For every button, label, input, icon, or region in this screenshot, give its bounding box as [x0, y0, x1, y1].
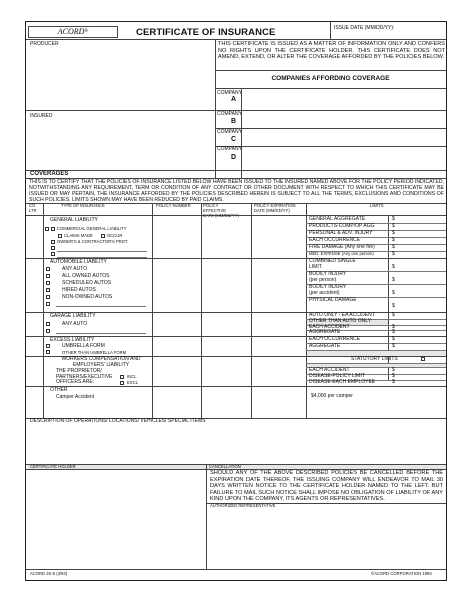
- any-auto-checkbox[interactable]: [46, 267, 50, 271]
- producer-field[interactable]: [28, 49, 213, 109]
- company-d-label: COMPANY: [217, 146, 242, 152]
- garage-dollar-1: $: [392, 312, 395, 318]
- certificate-holder-label: CERTIFICATE HOLDER: [30, 464, 76, 469]
- auto-dollar-4: $: [392, 303, 395, 309]
- auto-limit-pd: PHYSICAL DAMAGE: [309, 297, 357, 303]
- gl-limit-fire-damage: FIRE DAMAGE (Any one fire): [309, 244, 375, 250]
- gl-limit-each-occurrence: EACH OCCURRENCE: [309, 237, 361, 243]
- all-owned-checkbox[interactable]: [46, 274, 50, 278]
- authorized-rep-label: AUTHORIZED REPRESENTATIVE: [210, 503, 276, 508]
- gl-dollar-1: $: [392, 216, 395, 222]
- form-title: CERTIFICATE OF INSURANCE: [136, 27, 276, 38]
- col-limits: LIMITS: [370, 203, 384, 208]
- gl-limit-general-aggregate: GENERAL AGGREGATE: [309, 216, 366, 222]
- gl-dollar-4: $: [392, 237, 395, 243]
- cancellation-label: CANCELLATION: [209, 464, 241, 469]
- description-label: DESCRIPTION OF OPERATIONS/ LOCATIONS/ VEHICLES/ SPECIAL ITEMS: [30, 418, 206, 424]
- auto-limit-csl: COMBINED SINGLE LIMIT: [309, 258, 356, 270]
- col-type: TYPE OF INSURANCE: [61, 203, 105, 208]
- gl-blank-checkbox-2[interactable]: [51, 252, 55, 256]
- col-co-ltr: CO LTR: [29, 203, 37, 213]
- owners-prot-checkbox[interactable]: [51, 240, 55, 244]
- company-c-letter: C: [231, 136, 237, 143]
- incl-label: INCL: [127, 374, 137, 379]
- auto-dollar-3: $: [392, 290, 395, 296]
- garage-blank-checkbox[interactable]: [46, 329, 50, 333]
- excess-dollar-2: $: [392, 343, 395, 349]
- hired-checkbox[interactable]: [46, 288, 50, 292]
- wc-dollar-1: $: [392, 367, 395, 373]
- scheduled-label: SCHEDULED AUTOS: [62, 280, 112, 286]
- other-umbrella-checkbox[interactable]: [46, 350, 50, 354]
- registered-mark: ®: [84, 29, 89, 34]
- col-effective: POLICY EFFECTIVE DATE (MM/DD/YY): [203, 203, 239, 218]
- acord-corporation: ©ACORD CORPORATION 1993: [371, 571, 432, 576]
- any-auto-label: ANY AUTO: [62, 266, 88, 272]
- claims-made-checkbox[interactable]: [58, 234, 62, 238]
- other-umbrella-label: OTHER THAN UMBRELLA FORM: [62, 350, 127, 355]
- occur-checkbox[interactable]: [101, 234, 105, 238]
- garage-liability-title: GARAGE LIABILITY: [50, 313, 96, 319]
- umbrella-label: UMBRELLA FORM: [62, 343, 105, 349]
- auto-limit-bi-accident: BODILY INJURY (per accident): [309, 284, 347, 296]
- hired-label: HIRED AUTOS: [62, 287, 96, 293]
- insured-field[interactable]: [28, 121, 213, 176]
- wc-limit-each-accident: EACH ACCIDENT: [309, 367, 350, 373]
- non-owned-label: NON-OWNED AUTOS: [62, 294, 113, 300]
- excl-label: EXCL: [127, 380, 138, 385]
- company-a-label: COMPANY: [217, 90, 242, 96]
- cancellation-text: SHOULD ANY OF THE ABOVE DESCRIBED POLICIES BE CANCELLED BEFORE THE EXPIRATION DATE THEREOF, THE ISSUING COMPANY WILL ENDEAVOR TO MAIL 30 DAYS WRITTEN NOTICE TO THE CERTIFICATE HOLDER NAMED TO THE LEFT. BUT FAILURE TO MAIL SUCH NOTICE SHALL IMPOSE NO OBLIGATION OF LIABILITY OF ANY KIND UPON THE COMPANY, ITS AGENTS OR REPRESENTATIVES.: [210, 470, 443, 503]
- garage-limit-other: OTHER THAN AUTO ONLY:: [309, 318, 373, 324]
- excl-checkbox[interactable]: [120, 381, 124, 385]
- occur-label: OCCUR: [107, 233, 123, 238]
- gl-limit-med-expense: MED. EXPENSE (Any one person): [309, 251, 374, 256]
- form-number: ACORD 25-S (3/93): [30, 571, 68, 576]
- auto-dollar-1: $: [392, 264, 395, 270]
- wc-limit-disease-employee: DISEASE-EACH EMPLOYEE: [309, 379, 376, 385]
- certificate-holder-field[interactable]: [28, 471, 204, 566]
- scheduled-checkbox[interactable]: [46, 281, 50, 285]
- gl-limit-products: PRODUCTS-COMP/OP AGG: [309, 223, 375, 229]
- authorized-rep-field[interactable]: [208, 510, 444, 565]
- wc-dollar-2: $: [392, 373, 395, 379]
- claims-made-label: CLAIMS MADE: [64, 233, 93, 238]
- company-a-letter: A: [231, 96, 237, 103]
- producer-label: PRODUCER: [30, 41, 59, 47]
- companies-title: COMPANIES AFFORDING COVERAGE: [271, 75, 390, 82]
- gl-dollar-2: $: [392, 223, 395, 229]
- company-c-label: COMPANY: [217, 129, 242, 135]
- gl-dollar-3: $: [392, 230, 395, 236]
- auto-dollar-2: $: [392, 277, 395, 283]
- disclaimer-text: THIS CERTIFICATE IS ISSUED AS A MATTER OF INFORMATION ONLY AND CONFERS NO RIGHTS UPON THE CERTIFICATE HOLDER. THIS CERTIFICATE DOES NOT AMEND, EXTEND, OR ALTER THE COVERAGE AFFORDED BY THE POLICIES BELOW.: [218, 41, 445, 61]
- col-policy-number: POLICY NUMBER: [156, 203, 191, 208]
- incl-checkbox[interactable]: [120, 375, 124, 379]
- commercial-gl-checkbox[interactable]: [51, 227, 55, 231]
- issue-date-label: ISSUE DATE (MM/DD/YY):: [334, 25, 395, 31]
- wc-dollar-3: $: [392, 379, 395, 385]
- gl-blank-checkbox-1[interactable]: [51, 246, 55, 250]
- acord-logo-text: ACORD: [57, 27, 85, 36]
- auto-limit-bi-person: BODILY INJURY (per person): [309, 271, 347, 283]
- coverages-statement: THIS IS TO CERTIFY THAT THE POLICIES OF INSURANCE LISTED BELOW HAVE BEEN ISSUED TO THE INSURED NAMED ABOVE FOR THE POLICY PERIOD INDICATED, NOTWITHSTANDING ANY REQUIREMENT, TERM OR CONDITION OF ANY CONTRACT OR OTHER DOCUMENT WITH RESPECT TO WHICH THIS CERTIFICATE MAY BE ISSUED OR MAY PERTAIN, THE INSURANCE AFFORDED BY THE POLICIES DESCRIBED HEREIN IS SUBJECT TO ALL THE TERMS, EXCLUSIONS AND CONDITIONS OF SUCH POLICIES. LIMITS SHOWN MAY HAVE BEEN REDUCED BY PAID CLAIMS.: [29, 179, 444, 204]
- col-expiration: POLICY EXPIRATION DATE (MM/DD/YY): [254, 203, 296, 213]
- excess-limit-each-occurrence: EACH OCCURRENCE: [309, 336, 361, 342]
- garage-limit-auto-only: AUTO ONLY - EA ACCIDENT: [309, 312, 375, 318]
- statutory-checkbox[interactable]: [421, 357, 425, 361]
- auto-liability-title: AUTOMOBILE LIABILITY: [50, 259, 107, 265]
- other-title: OTHER: [50, 387, 68, 393]
- other-limit: $4,000 per camper: [311, 393, 353, 399]
- company-d-letter: D: [231, 154, 237, 161]
- non-owned-checkbox[interactable]: [46, 295, 50, 299]
- commercial-gl-label: COMMERCIAL GENERAL LIABILITY: [57, 226, 127, 231]
- statutory-limits-label: STATUTORY LIMITS: [351, 356, 398, 362]
- other-item: Camper Accident: [56, 394, 95, 400]
- garage-dollar-3: $: [392, 329, 395, 335]
- auto-blank-checkbox[interactable]: [46, 302, 50, 306]
- gl-dollar-5: $: [392, 244, 395, 250]
- garage-any-auto-label: ANY AUTO: [62, 321, 88, 327]
- workers-comp-title: WORKERS COMPENSATION AND EMPLOYERS' LIABILITY: [61, 356, 141, 368]
- gl-limit-personal-injury: PERSONAL & ADV. INJURY: [309, 230, 373, 236]
- garage-dollar-2: $: [392, 324, 395, 330]
- general-liability-checkbox[interactable]: [45, 227, 49, 231]
- general-liability-title: GENERAL LIABILITY: [50, 217, 98, 223]
- all-owned-label: ALL OWNED AUTOS: [62, 273, 110, 279]
- description-field[interactable]: [28, 426, 444, 462]
- coverages-title: COVERAGES: [30, 171, 69, 177]
- acord-logo: [28, 26, 118, 38]
- excess-dollar-1: $: [392, 336, 395, 342]
- garage-limit-each-accident: EACH ACCIDENT: [309, 324, 350, 330]
- proprietor-label: THE PROPRIETOR/ PARTNERS/EXECUTIVE OFFICERS ARE:: [56, 368, 113, 386]
- company-b-letter: B: [231, 118, 237, 125]
- wc-limit-disease-policy: DISEASE-POLICY LIMIT: [309, 373, 365, 379]
- company-b-label: COMPANY: [217, 111, 242, 117]
- certificate-form: [25, 21, 447, 581]
- insured-label: INSURED: [30, 113, 53, 119]
- excess-limit-aggregate: AGGREGATE: [309, 343, 341, 349]
- garage-any-auto-checkbox[interactable]: [46, 322, 50, 326]
- gl-dollar-6: $: [392, 251, 395, 257]
- umbrella-checkbox[interactable]: [46, 344, 50, 348]
- excess-liability-title: EXCESS LIABILITY: [50, 337, 95, 343]
- owners-prot-label: OWNER'S & CONTRACTOR'S PROT.: [57, 239, 129, 244]
- garage-limit-aggregate: AGGREGATE: [309, 329, 341, 335]
